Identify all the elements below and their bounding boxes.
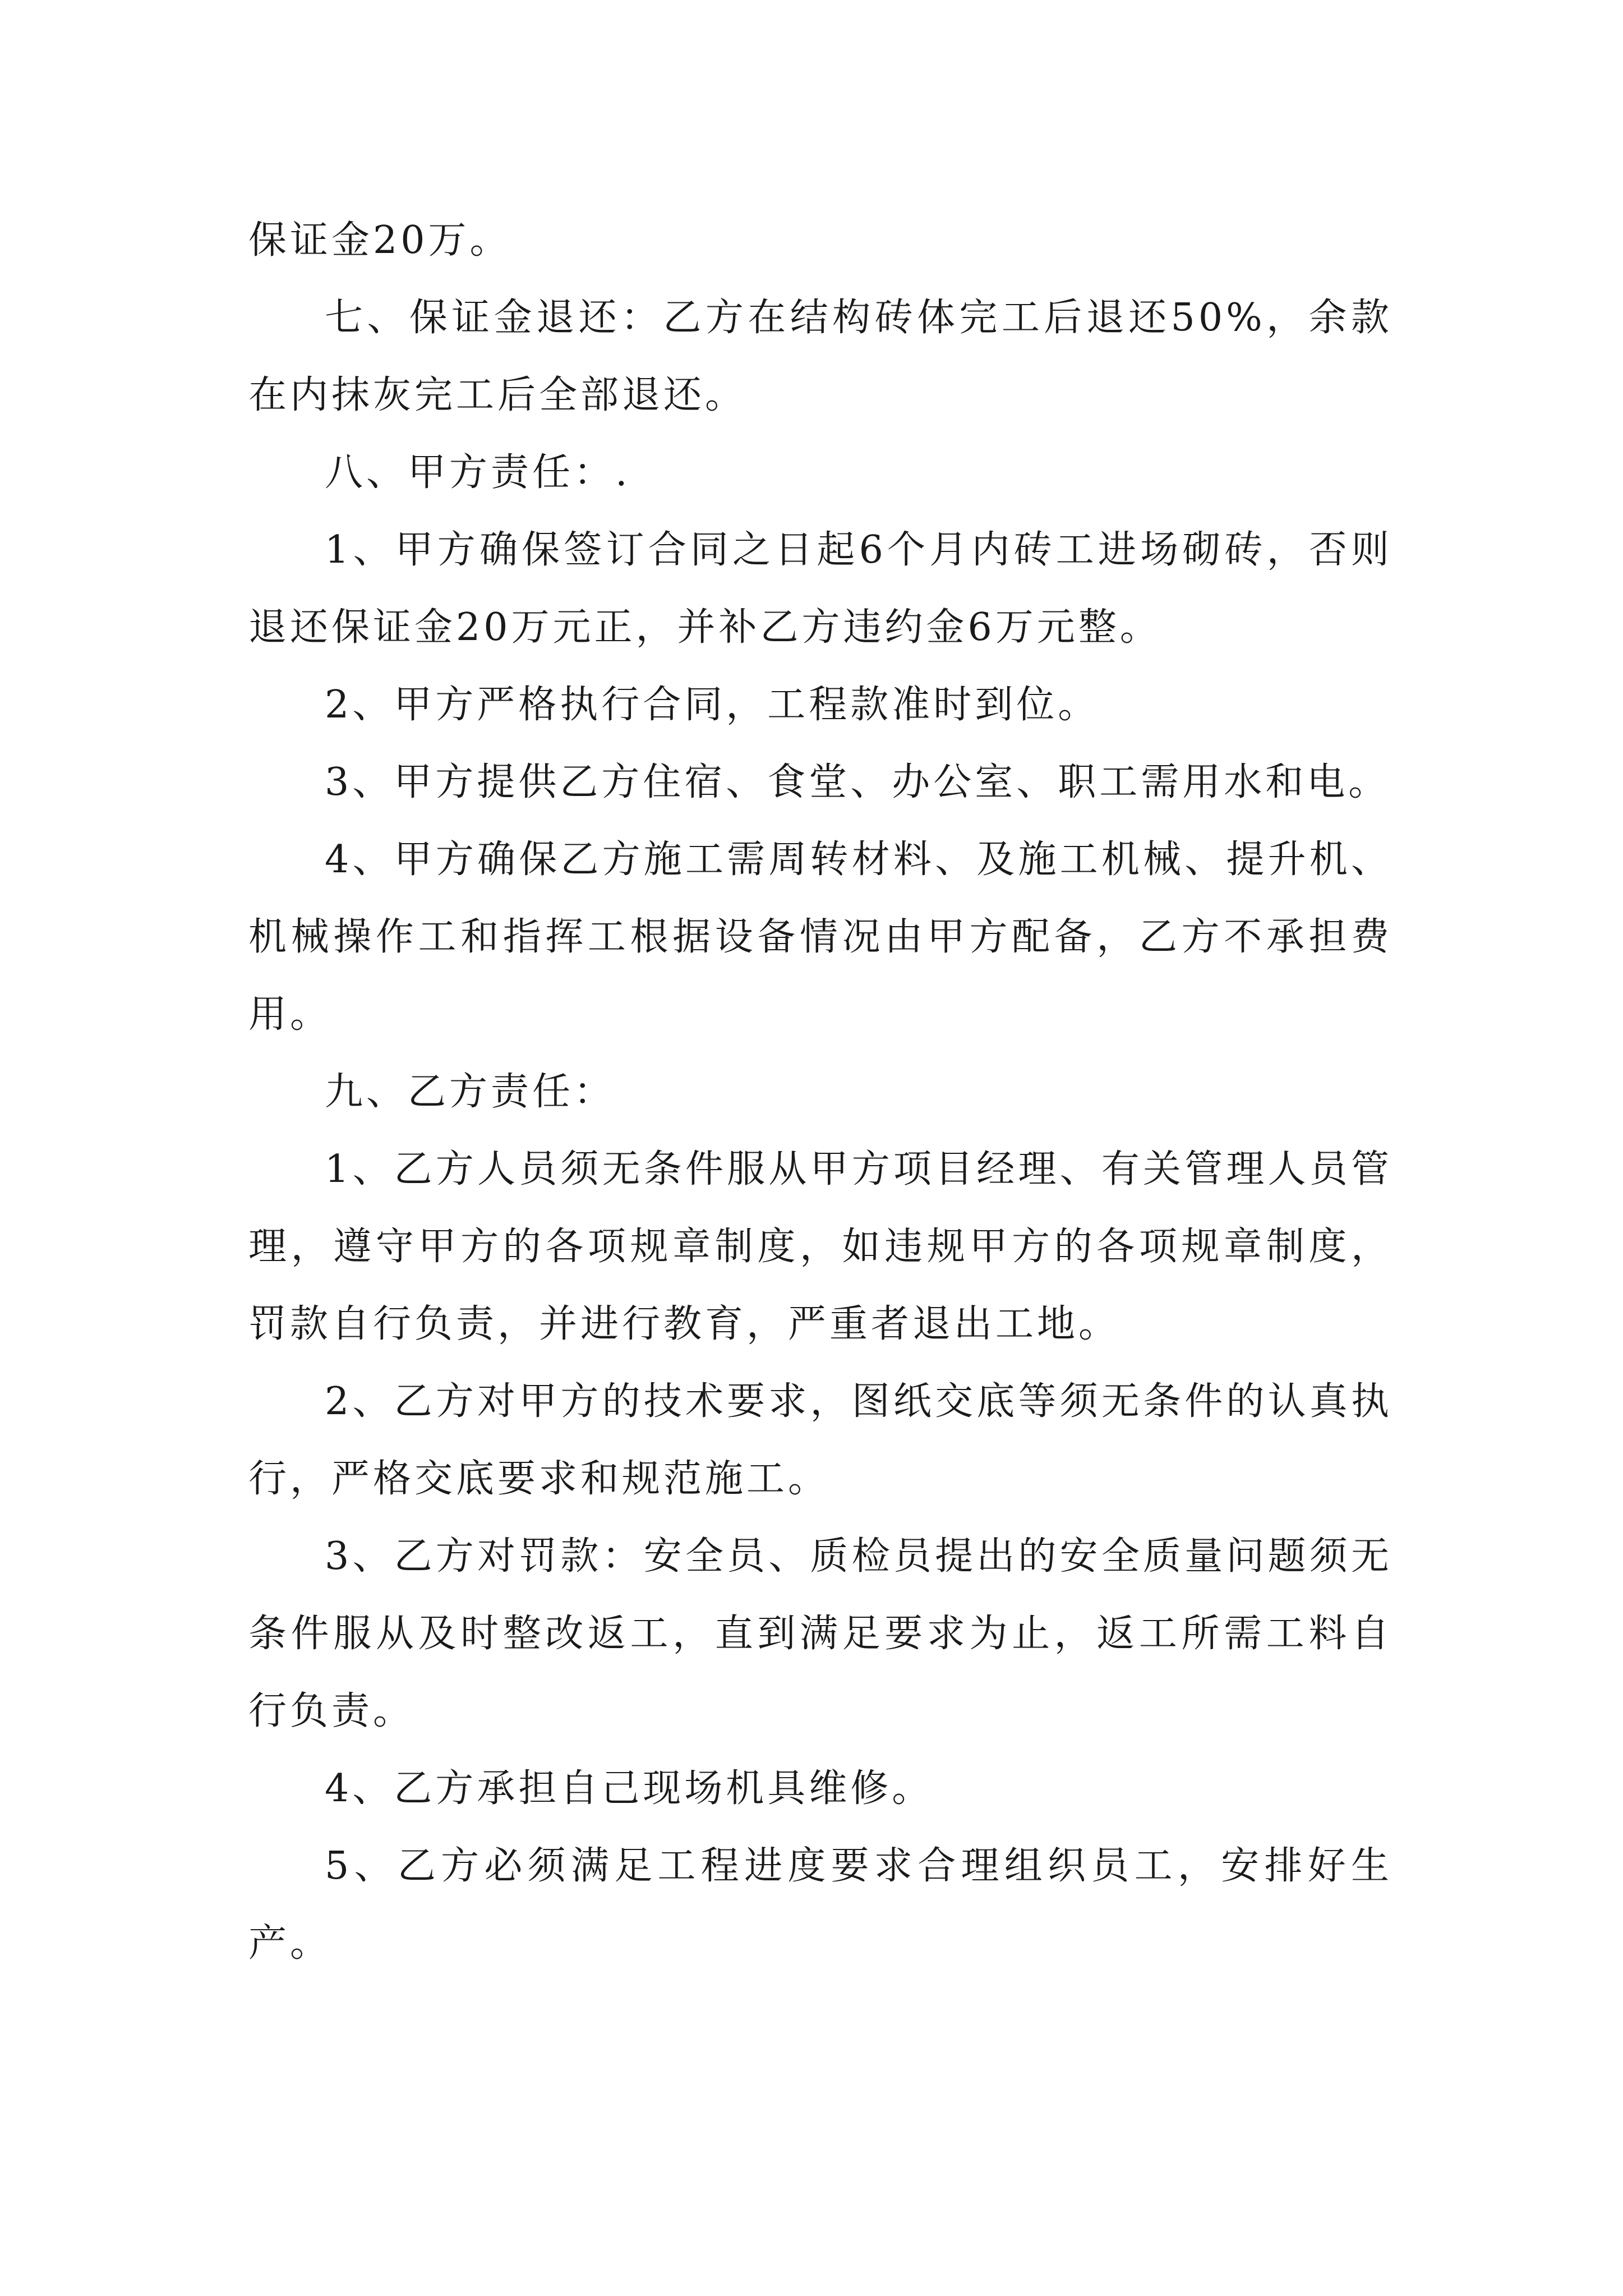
paragraph-section-8-item-2: 2、甲方严格执行合同，工程款准时到位。 [325, 683, 1100, 727]
paragraph-section-9-item-2: 2、乙方对甲方的技术要求，图纸交底等须无条件的认真执行，严格交底要求和规范施工。 [248, 1379, 1393, 1501]
paragraph-section-7-deposit-refund: 七、保证金退还：乙方在结构砖体完工后退还50%，余款在内抹灰完工后全部退还。 [248, 296, 1393, 417]
paragraph-section-8-item-3: 3、甲方提供乙方住宿、食堂、办公室、职工需用水和电。 [325, 760, 1390, 804]
document-body [248, 202, 1393, 1982]
paragraph-section-9-item-3: 3、乙方对罚款：安全员、质检员提出的安全质量问题须无条件服从及时整改返工，直到满足要求为止，返工所需工料自行负责。 [248, 1534, 1393, 1733]
paragraph-section-8-item-4: 4、甲方确保乙方施工需周转材料、及施工机械、提升机、机械操作工和指挥工根据设备情况由甲方配备，乙方不承担费用。 [248, 838, 1393, 1037]
paragraph-section-8-heading: 八、甲方责任：. [325, 450, 631, 495]
paragraph-section-9-item-4: 4、乙方承担自己现场机具维修。 [325, 1766, 934, 1811]
paragraph-section-9-heading: 九、乙方责任： [325, 1070, 616, 1114]
paragraph-section-9-item-5: 5、乙方必须满足工程进度要求合理组织员工，安排好生产。 [248, 1844, 1393, 1966]
paragraph-section-9-item-1: 1、乙方人员须无条件服从甲方项目经理、有关管理人员管理，遵守甲方的各项规章制度，如违规甲方的各项规章制度，罚款自行负责，并进行教育，严重者退出工地。 [248, 1147, 1393, 1346]
paragraph-section-8-item-1: 1、甲方确保签订合同之日起6个月内砖工进场砌砖，否则退还保证金20万元正，并补乙方违约金6万元整。 [248, 528, 1393, 650]
paragraph-deposit-amount: 保证金20万。 [248, 218, 511, 263]
